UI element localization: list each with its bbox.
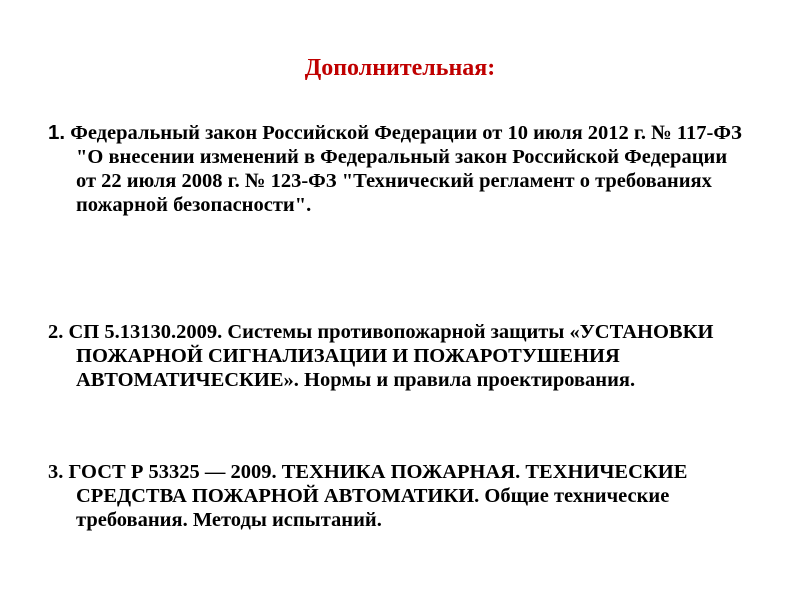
- reference-item-3: [48, 460, 748, 532]
- reference-number: 2.: [48, 321, 64, 343]
- reference-text: ГОСТ Р 53325 — 2009. ТЕХНИКА ПОЖАРНАЯ. ТЕХНИЧЕСКИЕ СРЕДСТВА ПОЖАРНОЙ АВТОМАТИКИ. Общие технические требования. Методы испытаний.: [68, 461, 688, 531]
- reference-number: 1.: [48, 121, 66, 144]
- reference-number: 3.: [48, 461, 64, 483]
- reference-item-2: [48, 320, 748, 392]
- reference-item-1: [48, 121, 748, 217]
- slide-title: Дополнительная:: [304, 55, 496, 81]
- reference-text: СП 5.13130.2009. Системы противопожарной защиты «УСТАНОВКИ ПОЖАРНОЙ СИГНАЛИЗАЦИИ И ПОЖАРОТУШЕНИЯ АВТОМАТИЧЕСКИЕ». Нормы и правила проектирования.: [68, 321, 714, 391]
- reference-text: Федеральный закон Российской Федерации от 10 июля 2012 г. № 117-ФЗ "О внесении изменений в Федеральный закон Российской Федерации от 22 июля 2008 г. № 123-ФЗ "Технический регламент о требованиях пожарной безопасности".: [70, 122, 742, 216]
